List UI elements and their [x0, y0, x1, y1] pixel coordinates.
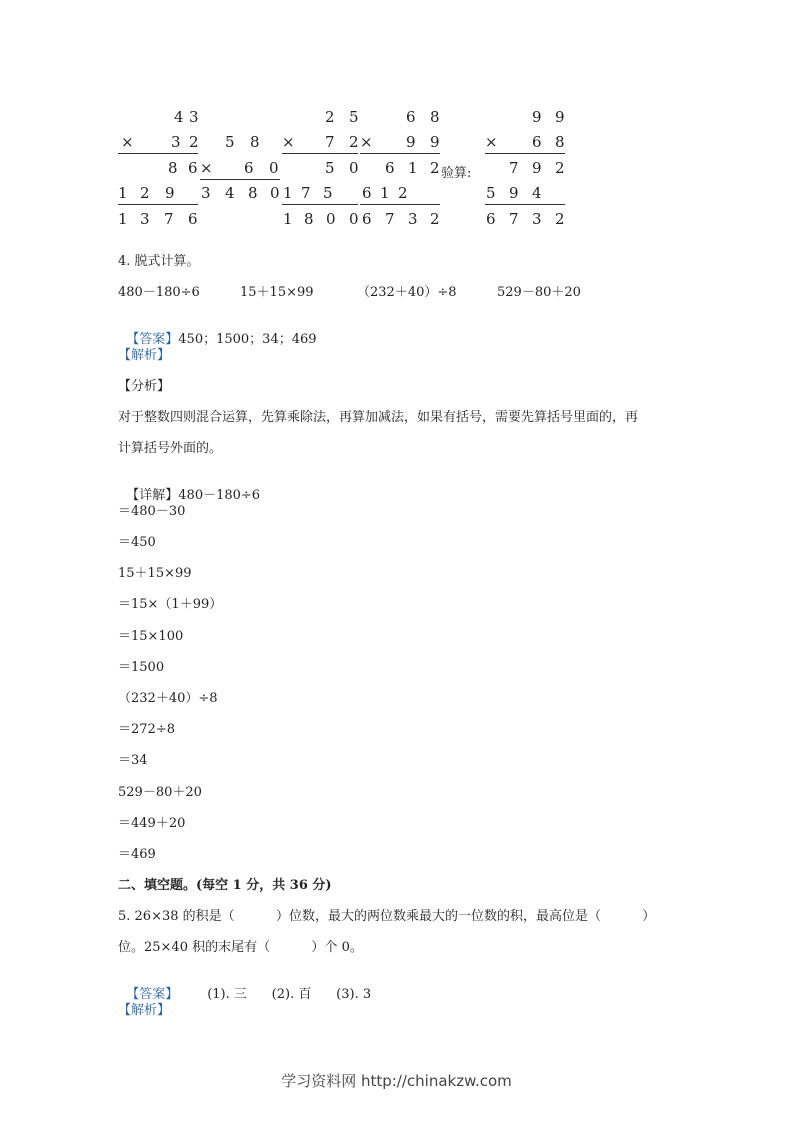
sum-line [282, 204, 358, 205]
sum-line [485, 204, 565, 205]
solution-step: ＝449＋20 [118, 816, 186, 831]
fenxi-text-2: 计算括号外面的。 [118, 441, 223, 456]
digit: 8 [430, 108, 440, 126]
solution-step: ＝15×100 [118, 629, 184, 644]
solution-step: （232＋40）÷8 [118, 691, 218, 706]
digit: 7 [325, 133, 335, 151]
sum-line [200, 179, 280, 180]
answer-text: 450；1500；34；469 [178, 332, 317, 347]
digit: 1 [118, 184, 128, 202]
sum-line [118, 204, 198, 205]
check-label: 验算: [441, 166, 472, 181]
digit: 8 [168, 159, 178, 177]
expression: 480－180÷6 [118, 285, 200, 300]
digit: 5 [325, 159, 335, 177]
detail-row [118, 469, 260, 503]
digit: 3 [201, 184, 211, 202]
digit: 0 [269, 159, 279, 177]
question-5-line-1: 5. 26×38 的积是（ ）位数，最大的两位数乘最大的一位数的积，最高位是（ ） [118, 909, 656, 924]
digit: 6 [406, 108, 416, 126]
expression: 15＋15×99 [240, 285, 314, 300]
digit: 6 [244, 159, 254, 177]
expression: 529－80＋20 [497, 285, 581, 300]
digit: 5 [486, 184, 496, 202]
digit: 6 [532, 133, 542, 151]
question-4-title: 4. 脱式计算。 [118, 254, 200, 269]
question-5-answer-row [118, 968, 371, 1002]
digit: 2 [555, 159, 565, 177]
detail-first-expression: 480－180÷6 [178, 488, 261, 503]
digit: 1 [283, 184, 293, 202]
solution-step: ＝450 [118, 535, 156, 550]
digit: 3 [171, 133, 181, 151]
question-5-analysis-tag: 【解析】 [118, 1003, 171, 1018]
answer-text: (1). 三 (2). 百 (3). 3 [178, 987, 372, 1002]
sum-line [118, 153, 198, 154]
answer-row [118, 313, 317, 347]
digit: 2 [189, 133, 199, 151]
digit: 3 [140, 210, 150, 228]
times-sign: × [121, 133, 134, 151]
digit: 7 [164, 210, 174, 228]
expression: （232＋40）÷8 [357, 285, 457, 300]
times-sign: × [485, 133, 498, 151]
digit: 9 [406, 133, 416, 151]
times-sign: × [200, 159, 213, 177]
digit: 6 [486, 210, 496, 228]
digit: 5 [225, 133, 235, 151]
solution-step: 529－80＋20 [118, 785, 202, 800]
digit: 0 [349, 159, 359, 177]
section-2-heading: 二、填空题。(每空 1 分，共 36 分) [118, 878, 332, 893]
digit: 1 [380, 184, 390, 202]
sum-line [485, 153, 565, 154]
digit: 6 [188, 159, 198, 177]
digit: 7 [301, 184, 311, 202]
digit: 1 [408, 159, 418, 177]
question-5-line-2: 位。25×40 积的末尾有（ ）个 0。 [118, 940, 363, 955]
digit: 8 [248, 184, 258, 202]
digit: 4 [532, 184, 542, 202]
digit: 8 [555, 133, 565, 151]
solution-step: ＝34 [118, 753, 148, 768]
answer-tag: 【答案】 [126, 987, 179, 1002]
solution-step: ＝15×（1＋99） [118, 597, 223, 612]
digit: 7 [385, 210, 395, 228]
digit: 2 [430, 159, 440, 177]
solution-step: ＝1500 [118, 660, 165, 675]
fenxi-tag: 【分析】 [118, 379, 171, 394]
solution-step: ＝480－30 [118, 504, 186, 519]
digit: 9 [532, 159, 542, 177]
digit: 9 [532, 108, 542, 126]
digit: 2 [325, 108, 335, 126]
digit: 9 [430, 133, 440, 151]
solution-step: ＝469 [118, 847, 156, 862]
digit: 1 [118, 210, 128, 228]
digit: 9 [165, 184, 175, 202]
digit: 0 [326, 210, 336, 228]
sum-line [282, 153, 358, 154]
digit: 5 [349, 108, 359, 126]
digit: 9 [509, 184, 519, 202]
digit: 2 [430, 210, 440, 228]
digit: 3 [189, 108, 199, 126]
digit: 4 [225, 184, 235, 202]
digit: 3 [532, 210, 542, 228]
digit: 0 [270, 184, 280, 202]
digit: 4 [174, 108, 184, 126]
footer-watermark: 学习资料网 http://chinakzw.com [281, 1072, 512, 1090]
digit: 6 [188, 210, 198, 228]
digit: 9 [555, 108, 565, 126]
times-sign: × [282, 133, 295, 151]
digit: 7 [509, 159, 519, 177]
sum-line [360, 204, 440, 205]
digit: 6 [362, 210, 372, 228]
solution-step: ＝272÷8 [118, 722, 175, 737]
digit: 2 [398, 184, 408, 202]
fenxi-text-1: 对于整数四则混合运算，先算乘除法，再算加减法，如果有括号，需要先算括号里面的，再 [118, 410, 639, 425]
digit: 3 [408, 210, 418, 228]
digit: 1 [283, 210, 293, 228]
digit: 2 [140, 184, 150, 202]
digit: 5 [323, 184, 333, 202]
sum-line [360, 153, 440, 154]
digit: 0 [349, 210, 359, 228]
detail-tag: 【详解】 [126, 488, 179, 503]
digit: 6 [362, 184, 372, 202]
digit: 7 [509, 210, 519, 228]
digit: 6 [385, 159, 395, 177]
answer-tag: 【答案】 [126, 332, 179, 347]
digit: 2 [349, 133, 359, 151]
solution-step: 15＋15×99 [118, 566, 192, 581]
digit: 8 [304, 210, 314, 228]
times-sign: × [360, 133, 373, 151]
analysis-tag: 【解析】 [118, 348, 171, 363]
digit: 2 [555, 210, 565, 228]
digit: 8 [250, 133, 260, 151]
